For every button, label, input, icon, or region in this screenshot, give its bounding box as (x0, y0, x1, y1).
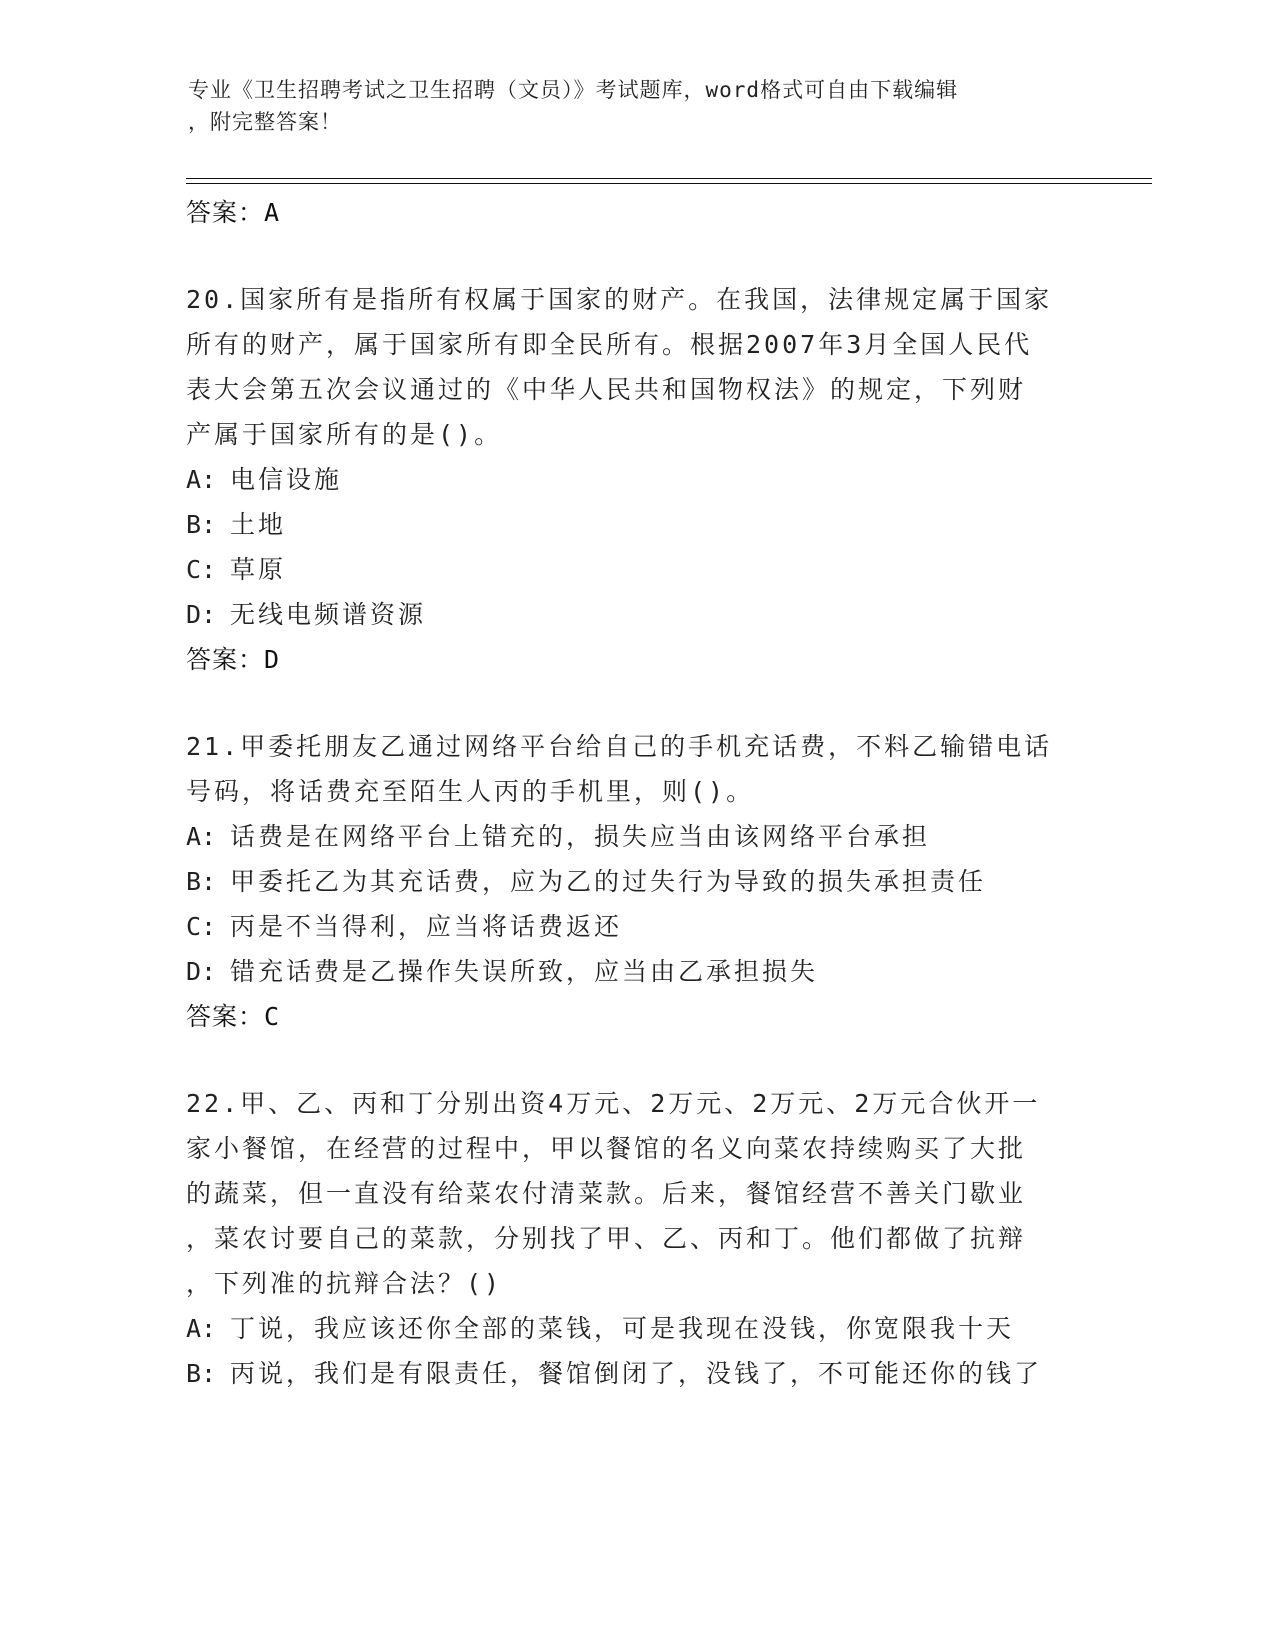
question-item (186, 724, 1086, 1039)
stem-line: 20.国家所有是指所有权属于国家的财产。在我国，法律规定属于国家 (186, 285, 1053, 314)
answer-line (186, 190, 1086, 235)
stem-line: 22.甲、乙、丙和丁分别出资4万元、2万元、2万元、2万元合伙开一 (186, 1089, 1041, 1118)
option-b (186, 1351, 1086, 1396)
option-b (186, 502, 1086, 547)
question-stem (186, 277, 1086, 457)
stem-line: 表大会第五次会议通过的《中华人民共和国物权法》的规定，下列财 (186, 375, 1027, 404)
header-line-1: 专业《卫生招聘考试之卫生招聘（文员）》考试题库，word格式可自由下载编辑 (188, 78, 959, 102)
answer-label: 答案： (186, 645, 265, 674)
answer-label: 答案： (186, 198, 265, 227)
stem-line: 的蔬菜，但一直没有给菜农付清菜款。后来，餐馆经营不善关门歇业 (186, 1179, 1027, 1208)
option-b (186, 859, 1086, 904)
stem-line: 号码，将话费充至陌生人丙的手机里，则()。 (186, 777, 755, 806)
option-a (186, 814, 1086, 859)
option-d (186, 949, 1086, 994)
answer-value: D (264, 645, 281, 674)
option-letter: B: (186, 510, 217, 539)
answer-label: 答案： (186, 1002, 265, 1031)
option-letter: A: (186, 822, 217, 851)
option-letter: A: (186, 1314, 217, 1343)
option-letter: B: (186, 867, 217, 896)
question-stem (186, 724, 1086, 814)
stem-line: 所有的财产，属于国家所有即全民所有。根据2007年3月全国人民代 (186, 330, 1033, 359)
option-letter: C: (186, 555, 217, 584)
option-text: 丁说，我应该还你全部的菜钱，可是我现在没钱，你宽限我十天 (230, 1314, 1015, 1343)
option-letter: D: (186, 600, 217, 629)
option-letter: B: (186, 1359, 217, 1388)
answer-value: C (264, 1002, 281, 1031)
header-divider-top (186, 178, 1152, 179)
stem-line: 家小餐馆，在经营的过程中，甲以餐馆的名义向菜农持续购买了大批 (186, 1134, 1027, 1163)
document-header (188, 74, 1068, 138)
option-text: 话费是在网络平台上错充的，损失应当由该网络平台承担 (230, 822, 931, 851)
header-divider-bottom (186, 183, 1152, 184)
question-list (186, 190, 1086, 1396)
answer-line (186, 637, 1086, 682)
question-item (186, 277, 1086, 682)
question-stem (186, 1081, 1086, 1306)
option-text: 无线电频谱资源 (230, 600, 427, 629)
option-a (186, 457, 1086, 502)
option-text: 丙是不当得利，应当将话费返还 (230, 912, 623, 941)
stem-line: ，菜农讨要自己的菜款，分别找了甲、乙、丙和丁。他们都做了抗辩 (186, 1224, 1027, 1253)
stem-line: 21.甲委托朋友乙通过网络平台给自己的手机充话费，不料乙输错电话 (186, 732, 1053, 761)
option-a (186, 1306, 1086, 1351)
option-c (186, 547, 1086, 592)
option-text: 草原 (230, 555, 287, 584)
question-item (186, 1081, 1086, 1396)
option-text: 土地 (230, 510, 287, 539)
option-letter: D: (186, 957, 217, 986)
option-d (186, 592, 1086, 637)
stem-line: ，下列准的抗辩合法？() (186, 1269, 503, 1298)
option-letter: A: (186, 465, 217, 494)
option-text: 丙说，我们是有限责任，餐馆倒闭了，没钱了，不可能还你的钱了 (230, 1359, 1043, 1388)
header-line-2: ，附完整答案！ (188, 110, 342, 134)
answer-line (186, 994, 1086, 1039)
option-text: 错充话费是乙操作失误所致，应当由乙承担损失 (230, 957, 819, 986)
option-letter: C: (186, 912, 217, 941)
stem-line: 产属于国家所有的是()。 (186, 420, 503, 449)
answer-value: A (264, 198, 281, 227)
option-text: 甲委托乙为其充话费，应为乙的过失行为导致的损失承担责任 (230, 867, 987, 896)
option-text: 电信设施 (230, 465, 343, 494)
option-c (186, 904, 1086, 949)
